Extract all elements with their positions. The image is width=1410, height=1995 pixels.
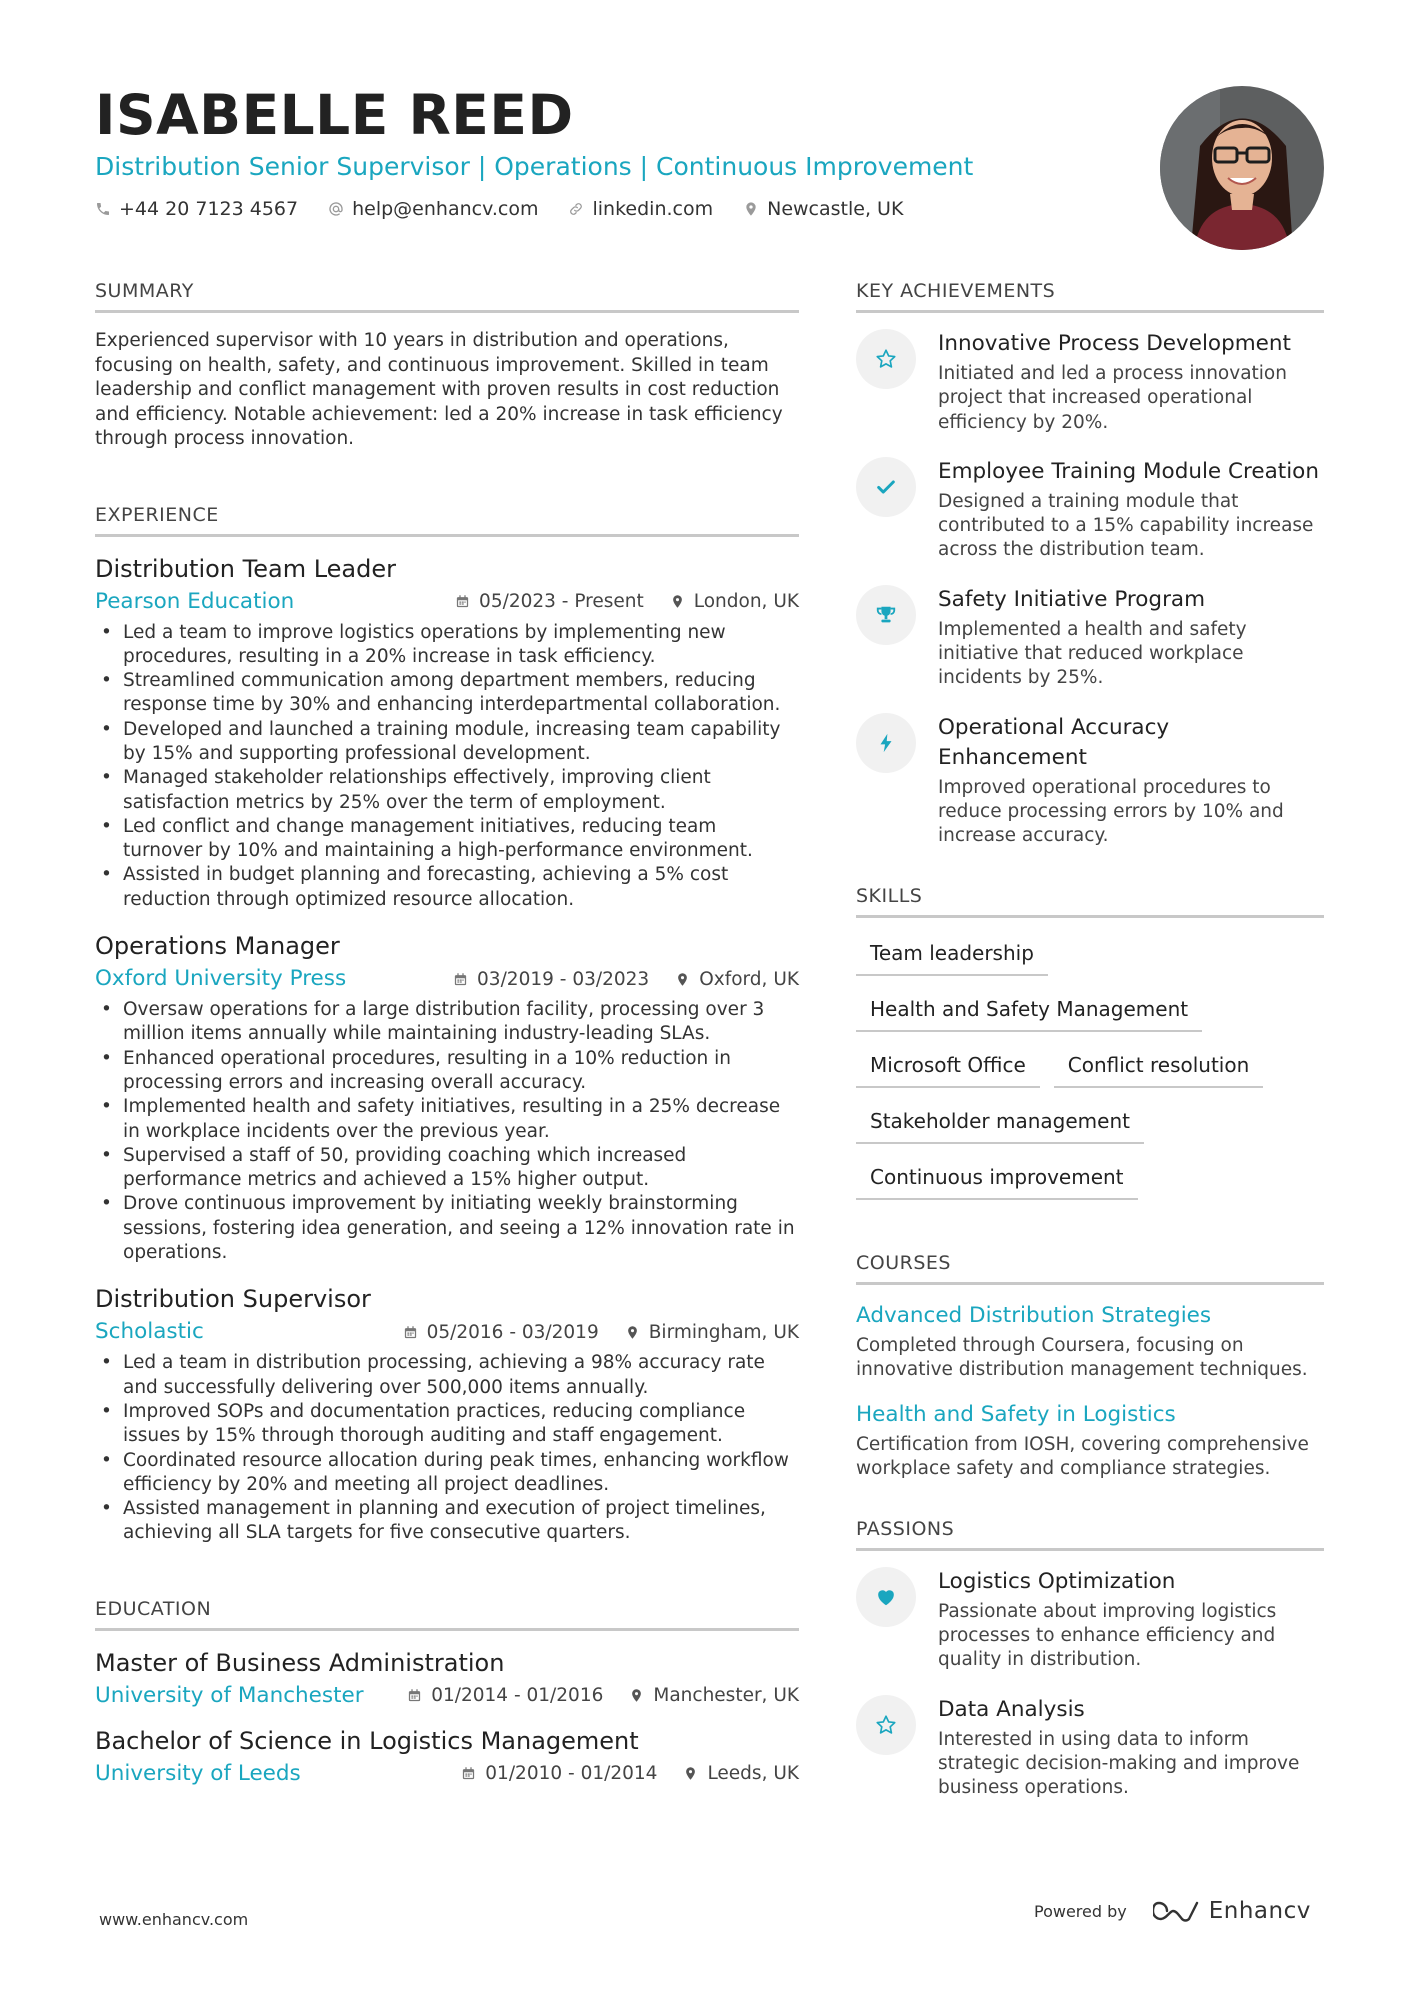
job-meta xyxy=(95,587,799,617)
skills-list xyxy=(856,940,1324,1200)
job-bullet: • Drove continuous improvement by initiating weekly brainstorming sessions, fostering idea generation, and seeing a 12% innovation rate in operations. xyxy=(95,1192,799,1265)
job-bullet: • Led a team in distribution processing, achieving a 98% accuracy rate and successfully delivering over 500,000 items annually. xyxy=(95,1351,799,1400)
course-item xyxy=(856,1301,1324,1383)
calendar-icon xyxy=(455,594,470,609)
job-meta xyxy=(95,1317,799,1347)
job-location xyxy=(670,591,799,612)
job-bullets xyxy=(95,1351,799,1545)
job-meta-details xyxy=(455,591,799,612)
contact-linkedin[interactable] xyxy=(568,198,713,220)
linkedin-text[interactable]: linkedin.com xyxy=(592,198,714,220)
location-pin-icon xyxy=(625,1325,640,1340)
passion-title: Logistics Optimization xyxy=(938,1568,1176,1594)
job-bullet: • Improved SOPs and documentation practices, reducing compliance issues by 15% through thorough auditing and staff engagement. xyxy=(95,1400,799,1449)
profile-photo xyxy=(1160,86,1324,250)
courses-section xyxy=(856,1250,1324,1482)
skill-tag: Health and Safety Management xyxy=(856,996,1202,1032)
avatar xyxy=(1160,86,1324,250)
job-bullet: • Assisted management in planning and execution of project timelines, achieving all SLA targets for five consecutive quarters. xyxy=(95,1497,799,1546)
candidate-name: ISABELLE REED xyxy=(95,83,574,147)
skill-tag: Microsoft Office xyxy=(856,1052,1040,1088)
course-title: Health and Safety in Logistics xyxy=(856,1402,1176,1428)
achievement-title: Operational Accuracy Enhancement xyxy=(938,714,1170,770)
job-location xyxy=(625,1322,799,1343)
education-meta xyxy=(95,1681,799,1711)
at-icon xyxy=(328,201,344,217)
passion-title: Data Analysis xyxy=(938,1696,1085,1722)
education-dates xyxy=(461,1763,657,1784)
company-name: Oxford University Press xyxy=(95,966,347,992)
education-entry xyxy=(95,1725,799,1789)
job-title: Operations Manager xyxy=(95,932,340,961)
company-name: Pearson Education xyxy=(95,588,295,614)
summary-section xyxy=(95,278,799,452)
job-bullet: • Streamlined communication among department members, reducing response time by 30% and enhancing interdepartmental collaboration. xyxy=(95,669,799,718)
course-desc: Certification from IOSH, covering comprehensive workplace safety and compliance strategies. xyxy=(856,1434,1309,1480)
job-bullet: • Led a team to improve logistics operations by implementing new procedures, resulting in a 20% increase in task efficiency. xyxy=(95,621,799,670)
job-bullets xyxy=(95,621,799,913)
passion-icon-wrap xyxy=(856,1695,916,1755)
course-desc: Completed through Coursera, focusing on innovative distribution management techniques. xyxy=(856,1334,1308,1380)
email-text[interactable]: help@enhancv.com xyxy=(352,198,539,220)
section-title-experience: EXPERIENCE xyxy=(95,502,799,537)
passion-desc: Passionate about improving logistics processes to enhance efficiency and quality in distribution. xyxy=(938,1600,1277,1671)
left-column xyxy=(95,278,799,1803)
passions-section xyxy=(856,1516,1324,1801)
company-name: Scholastic xyxy=(95,1319,204,1345)
job-location-text: Oxford, UK xyxy=(699,968,799,990)
education-meta xyxy=(95,1759,799,1789)
degree-title: Master of Business Administration xyxy=(95,1648,505,1677)
job-bullet: • Developed and launched a training module, increasing team capability by 15% and supporting professional development. xyxy=(95,718,799,767)
location-pin-icon xyxy=(683,1766,698,1781)
achievement-item xyxy=(856,329,1324,435)
achievement-desc: Improved operational procedures to reduce processing errors by 10% and increase accuracy. xyxy=(938,776,1284,847)
education-section xyxy=(95,1596,799,1789)
calendar-icon xyxy=(453,972,468,987)
trophy-icon xyxy=(875,604,897,626)
achievement-body xyxy=(938,713,1324,849)
passion-item xyxy=(856,1567,1324,1673)
passion-body xyxy=(938,1695,1324,1801)
experience-section xyxy=(95,502,799,1546)
course-item xyxy=(856,1400,1324,1482)
job-bullet: • Led conflict and change management initiatives, reducing team turnover by 10% and maintaining a high-performance environment. xyxy=(95,815,799,864)
enhancv-logo-icon xyxy=(1153,1899,1199,1923)
heart-icon xyxy=(875,1586,897,1608)
job-title: Distribution Team Leader xyxy=(95,554,396,583)
achievement-item xyxy=(856,457,1324,563)
experience-entry xyxy=(95,930,799,1265)
lightning-icon xyxy=(875,732,897,754)
right-column xyxy=(856,278,1324,1823)
achievement-item xyxy=(856,713,1324,849)
education-dates-text: 01/2010 - 01/2014 xyxy=(485,1763,658,1785)
achievement-icon-wrap xyxy=(856,713,916,773)
experience-entry xyxy=(95,1283,799,1545)
achievement-body xyxy=(938,329,1324,435)
job-meta xyxy=(95,964,799,994)
job-bullet: • Managed stakeholder relationships effectively, improving client satisfaction metrics by 25% over the term of employment. xyxy=(95,766,799,815)
job-dates xyxy=(455,591,644,612)
achievement-desc: Initiated and led a process innovation project that increased operational efficiency by 20%. xyxy=(938,363,1287,433)
skills-section xyxy=(856,883,1324,1200)
link-icon xyxy=(568,201,584,217)
skill-tag: Continuous improvement xyxy=(856,1164,1138,1200)
location-pin-icon xyxy=(670,594,685,609)
section-title-achievements: KEY ACHIEVEMENTS xyxy=(856,278,1324,313)
footer-branding xyxy=(1034,1898,1311,1924)
achievement-item xyxy=(856,585,1324,691)
job-location-text: London, UK xyxy=(693,591,799,612)
calendar-icon xyxy=(403,1325,418,1340)
achievement-body xyxy=(938,457,1324,563)
passion-icon-wrap xyxy=(856,1567,916,1627)
job-bullets xyxy=(95,998,799,1265)
education-meta-details xyxy=(461,1763,799,1784)
brand-logo[interactable] xyxy=(1153,1898,1311,1924)
job-bullet: • Coordinated resource allocation during peak times, enhancing workflow efficiency by 20% and meeting all project deadlines. xyxy=(95,1449,799,1498)
check-icon xyxy=(875,476,897,498)
section-title-courses: COURSES xyxy=(856,1250,1324,1285)
section-title-skills: SKILLS xyxy=(856,883,1324,918)
section-title-summary: SUMMARY xyxy=(95,278,799,313)
achievement-icon-wrap xyxy=(856,329,916,389)
job-location-text: Birmingham, UK xyxy=(648,1321,799,1343)
skill-tag: Conflict resolution xyxy=(1054,1052,1264,1088)
education-dates xyxy=(407,1685,603,1706)
experience-entry xyxy=(95,553,799,913)
school-name: University of Manchester xyxy=(95,1682,364,1708)
powered-by-label: Powered by xyxy=(1034,1901,1127,1921)
footer-website[interactable]: www.enhancv.com xyxy=(99,1910,249,1929)
achievement-desc: Implemented a health and safety initiative that reduced workplace incidents by 25%. xyxy=(938,618,1247,689)
education-location xyxy=(683,1763,799,1784)
achievement-desc: Designed a training module that contributed to a 15% capability increase across the distribution team. xyxy=(938,490,1314,561)
job-meta-details xyxy=(403,1322,799,1343)
job-title: Distribution Supervisor xyxy=(95,1285,371,1314)
location-pin-icon xyxy=(743,201,759,217)
star-icon xyxy=(875,348,897,370)
passion-desc: Interested in using data to inform strategic decision-making and improve business operations. xyxy=(938,1728,1300,1799)
job-dates-text: 05/2016 - 03/2019 xyxy=(426,1321,599,1343)
job-bullet: • Assisted in budget planning and forecasting, achieving a 5% cost reduction through optimized resource allocation. xyxy=(95,863,799,912)
location-pin-icon xyxy=(675,972,690,987)
job-meta-details xyxy=(453,969,799,990)
job-bullet: • Implemented health and safety initiatives, resulting in a 25% decrease in workplace incidents over the previous year. xyxy=(95,1095,799,1144)
passion-item xyxy=(856,1695,1324,1801)
skill-tag: Team leadership xyxy=(856,940,1048,976)
job-dates-text: 03/2019 - 03/2023 xyxy=(477,968,650,990)
achievement-title: Employee Training Module Creation xyxy=(938,458,1319,484)
job-dates xyxy=(453,969,649,990)
contact-info xyxy=(95,198,1145,220)
achievement-icon-wrap xyxy=(856,457,916,517)
school-name: University of Leeds xyxy=(95,1760,301,1786)
contact-phone xyxy=(95,198,298,220)
location-pin-icon xyxy=(629,1688,644,1703)
star-icon xyxy=(875,1714,897,1736)
job-bullet: • Enhanced operational procedures, resulting in a 10% reduction in processing errors and increasing overall accuracy. xyxy=(95,1047,799,1096)
summary-text: Experienced supervisor with 10 years in distribution and operations, focusing on health, safety, and continuous improvement. Skilled in team leadership and conflict management with proven results in cost reduction and efficiency. Notable achievement: led a 20% increase in task efficiency through process innovation. xyxy=(95,330,783,449)
job-bullet: • Oversaw operations for a large distribution facility, processing over 3 million items annually while maintaining industry-leading SLAs. xyxy=(95,998,799,1047)
candidate-headline: Distribution Senior Supervisor | Operations | Continuous Improvement xyxy=(95,152,974,181)
education-meta-details xyxy=(407,1685,799,1706)
education-location-text: Leeds, UK xyxy=(707,1763,799,1785)
calendar-icon xyxy=(407,1688,422,1703)
resume-header xyxy=(95,84,1145,220)
education-entry xyxy=(95,1647,799,1711)
course-title: Advanced Distribution Strategies xyxy=(856,1302,1212,1328)
degree-title: Bachelor of Science in Logistics Management xyxy=(95,1726,639,1755)
skill-tag: Stakeholder management xyxy=(856,1108,1144,1144)
phone-text: +44 20 7123 4567 xyxy=(119,198,299,220)
brand-name: Enhancv xyxy=(1208,1898,1311,1924)
education-location-text: Manchester, UK xyxy=(653,1685,799,1707)
contact-location xyxy=(743,198,903,220)
achievements-section xyxy=(856,278,1324,849)
section-title-passions: PASSIONS xyxy=(856,1516,1324,1551)
contact-email[interactable] xyxy=(328,198,538,220)
job-bullet: • Supervised a staff of 50, providing coaching which increased performance metrics and achieved a 15% higher output. xyxy=(95,1144,799,1193)
achievement-body xyxy=(938,585,1324,691)
education-dates-text: 01/2014 - 01/2016 xyxy=(431,1685,604,1707)
phone-icon xyxy=(95,201,111,217)
job-location xyxy=(675,969,799,990)
achievement-icon-wrap xyxy=(856,585,916,645)
section-title-education: EDUCATION xyxy=(95,1596,799,1631)
achievement-title: Innovative Process Development xyxy=(938,331,1291,356)
job-dates xyxy=(403,1322,599,1343)
job-dates-text: 05/2023 - Present xyxy=(479,591,644,612)
passion-body xyxy=(938,1567,1324,1673)
education-location xyxy=(629,1685,799,1706)
calendar-icon xyxy=(461,1766,476,1781)
achievement-title: Safety Initiative Program xyxy=(938,586,1206,612)
location-text: Newcastle, UK xyxy=(767,198,904,220)
